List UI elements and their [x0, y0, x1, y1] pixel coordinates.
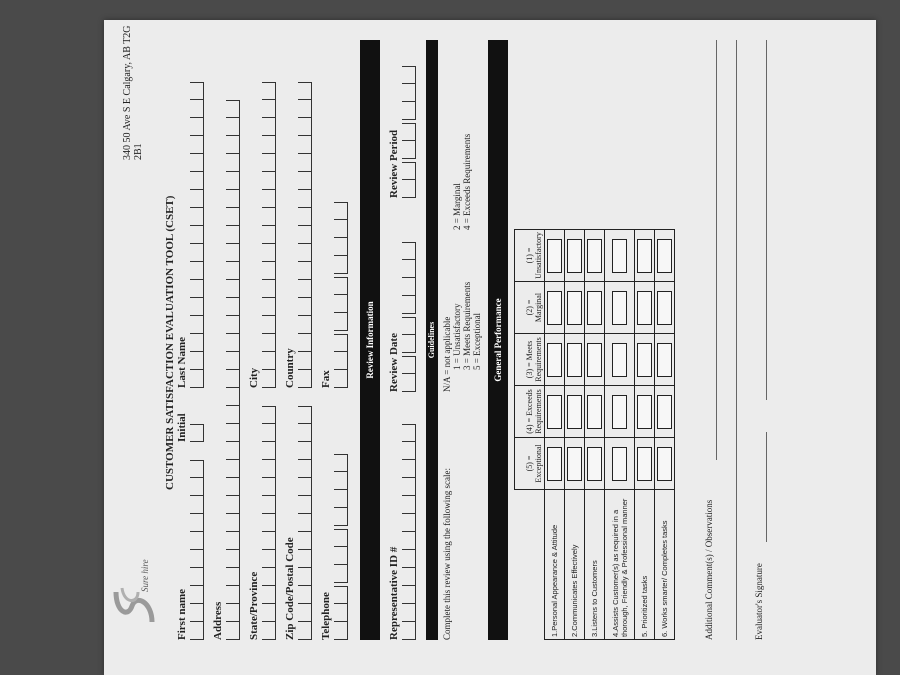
last-name-field[interactable] — [190, 82, 204, 388]
criterion-label: 2.Communicates Effectively — [565, 490, 585, 640]
general-performance-bar: General Performance — [488, 40, 508, 640]
scale-1: 1 = Unsatisfactory — [452, 303, 462, 370]
rating-checkbox[interactable] — [567, 239, 582, 273]
label-country: Country — [284, 348, 296, 388]
column-header: (1) = Unsatisfactory — [515, 230, 545, 282]
label-rep-id: Representative ID # — [388, 546, 400, 640]
form-content — [104, 20, 876, 660]
label-review-date: Review Date — [388, 333, 400, 392]
label-last-name: Last Name — [176, 336, 188, 388]
label-fax: Fax — [320, 370, 332, 388]
scale-3: 3 = Meets Requirements — [462, 281, 472, 370]
column-header: (5) = Exceptional — [515, 438, 545, 490]
rating-checkbox[interactable] — [612, 395, 627, 429]
telephone-field[interactable] — [334, 454, 348, 640]
address-field[interactable] — [226, 100, 240, 640]
guidelines-bar: Guidelines — [426, 40, 438, 640]
table-row — [605, 230, 635, 640]
initial-field[interactable] — [190, 424, 204, 442]
table-row — [655, 230, 675, 640]
table-row — [545, 230, 565, 640]
rating-checkbox[interactable] — [587, 291, 602, 325]
signature-label: Evaluator's Signature — [754, 563, 764, 640]
rating-checkbox[interactable] — [587, 447, 602, 481]
rating-checkbox[interactable] — [547, 395, 562, 429]
criterion-label: 4.Assists Customer(s) as required in a thorough, Friendly & Professional manner — [605, 490, 635, 640]
country-field[interactable] — [298, 82, 312, 388]
rating-checkbox[interactable] — [657, 447, 672, 481]
fax-field[interactable] — [334, 202, 348, 388]
rating-checkbox[interactable] — [657, 395, 672, 429]
company-address: 340 50 Ave S E Calgary, AB T2G 2B1 — [122, 25, 144, 160]
column-header: (2) = Marginal — [515, 282, 545, 334]
state-field[interactable] — [262, 406, 276, 640]
rating-checkbox[interactable] — [612, 343, 627, 377]
rating-checkbox[interactable] — [567, 395, 582, 429]
first-name-field[interactable] — [190, 460, 204, 640]
comments-line[interactable] — [704, 40, 717, 460]
label-zip: Zip Code/Postal Code — [284, 537, 296, 640]
label-telephone: Telephone — [320, 592, 332, 640]
label-first-name: First name — [176, 588, 188, 640]
scale-4: 4 = Exceeds Requirements — [462, 133, 472, 230]
criterion-label: 6. Works smarter/ Completes tasks — [655, 490, 675, 640]
label-state: State/Province — [248, 571, 260, 640]
scale-na: N/A = not applicable — [442, 316, 452, 392]
scale-5: 5 = Exceptional — [472, 312, 482, 370]
rating-checkbox[interactable] — [637, 447, 652, 481]
criterion-label: 3.Listens to Customers — [585, 490, 605, 640]
logo-text: Sure hire — [140, 559, 150, 592]
rating-checkbox[interactable] — [587, 395, 602, 429]
review-info-bar: Review Information — [360, 40, 380, 640]
scale-2: 2 = Marginal — [452, 183, 462, 230]
signature-line-right[interactable] — [754, 40, 767, 400]
rating-checkbox[interactable] — [567, 291, 582, 325]
guidelines-intro: Complete this review using the following scale: — [442, 468, 452, 640]
performance-table — [514, 229, 675, 640]
column-header: (3) = Meets Requirements — [515, 334, 545, 386]
rating-checkbox[interactable] — [587, 239, 602, 273]
criterion-label: 5. Prioritized tasks — [635, 490, 655, 640]
zip-field[interactable] — [298, 406, 312, 640]
rating-checkbox[interactable] — [547, 447, 562, 481]
logo — [112, 559, 158, 632]
rating-checkbox[interactable] — [587, 343, 602, 377]
form-title: CUSTOMER SATISFACTION EVALUATION TOOL (CSET) — [164, 195, 176, 490]
rating-checkbox[interactable] — [612, 291, 627, 325]
rating-checkbox[interactable] — [547, 239, 562, 273]
rating-checkbox[interactable] — [612, 239, 627, 273]
review-date-field[interactable] — [402, 242, 416, 392]
label-initial: Initial — [176, 413, 188, 442]
label-city: City — [248, 367, 260, 388]
logo-mark — [112, 562, 158, 632]
rating-checkbox[interactable] — [547, 343, 562, 377]
rating-checkbox[interactable] — [657, 343, 672, 377]
rating-checkbox[interactable] — [657, 239, 672, 273]
label-review-period: Review Period — [388, 129, 400, 198]
signature-line[interactable] — [754, 432, 767, 542]
rating-checkbox[interactable] — [637, 343, 652, 377]
criterion-label: 1.Personal Appearance & Attitude — [545, 490, 565, 640]
form-paper — [104, 20, 876, 675]
table-row — [565, 230, 585, 640]
review-period-field[interactable] — [402, 66, 416, 198]
rep-id-field[interactable] — [402, 424, 416, 640]
rating-checkbox[interactable] — [657, 291, 672, 325]
comments-line[interactable] — [724, 40, 737, 640]
table-row — [635, 230, 655, 640]
rating-checkbox[interactable] — [567, 447, 582, 481]
column-header: (4) = Exceeds Requirements — [515, 386, 545, 438]
table-row — [585, 230, 605, 640]
rating-checkbox[interactable] — [637, 291, 652, 325]
performance-header-row — [515, 230, 545, 640]
comments-label: Additional Comment(s) / Observations — [704, 499, 714, 640]
rating-checkbox[interactable] — [612, 447, 627, 481]
label-address: Address — [212, 601, 224, 640]
rating-checkbox[interactable] — [567, 343, 582, 377]
rating-checkbox[interactable] — [547, 291, 562, 325]
rating-checkbox[interactable] — [637, 395, 652, 429]
rating-checkbox[interactable] — [637, 239, 652, 273]
city-field[interactable] — [262, 82, 276, 388]
